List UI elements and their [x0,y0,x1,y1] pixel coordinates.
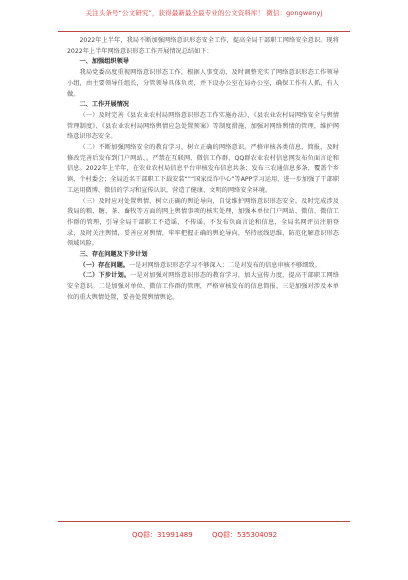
footer-divider [58,521,350,522]
section-3-paragraph-2 [67,271,339,303]
section-2-paragraph-1: （一）及时完善《县农业农村局网络意识形态工作实施办法》、《县农业农村局网络安全与舆情管理制度》、《县农业农村局网络舆情应急处置预案》等制度措施，加强对网络舆情的管理，维护网络意识形态安全。 [67,111,339,141]
section-1-heading: 一、加强组织领导 [79,58,129,66]
section-2-paragraph-2: （二）不断加强网络安全的教育学习、树立正确的网络意识。严格审核各类信息、简报，及时修改完善后发布到门户网站、。严禁在互联网、微信工作群、QQ群农业农村信息网发布负面言论和信息。2022年上半年，在农业农村局信息平台审核发布信息共条；发布三农通信息多条，覆盖个乡镇，个村委会；全局近名干部职工下载安装“”“国家反诈中心”等APP学习运用，进一步加强了干部职工运用微博、微信的学习和宣传认识，营造了健康、文明的网络安全环境。 [67,144,340,194]
problems-lead: （一）存在问题。 [79,261,129,269]
plan-lead: （二）下步计划。 [79,272,131,280]
header-divider [58,31,350,32]
qq-group-1: QQ群：31991489 [132,531,193,539]
qq-group-2: QQ群：535304092 [212,531,278,539]
section-3-paragraph-1 [67,261,339,272]
problems-text: 一是对网络意识形态学习不够深入；二是对发布的信息审核不够细致。 [129,261,321,269]
section-3-heading: 三、存在问题及下步计划 [79,251,148,259]
plan-text: 一是对加强对网络意识形态的教育学习，加大宣传力度，提高干部职工网络安全意识。二是加强对单位、微信工作群的管理，严格审核发布的信息简报。三是加强对涉及本单位的重大舆情处置，妥善处置舆情舆论。 [67,272,340,301]
promo-banner: 关注头条号“公文研究”，获得最新最全最专业的公文资料库！ 微信：gongwenyj [85,9,323,17]
section-2-heading: 二、工作开展情况 [79,101,129,109]
document-body [67,36,339,304]
section-2-paragraph-3: （三）及时应对处置舆情，树立正确的舆论导向，自觉维护网络意识形态安全。及时完成涉及我局的粮、糖、茶、畜牧等方面的网上舆情事项的核实处理，加强本单位门户网站、微信、微信工作群的管理，引导全局干部职工不造谣、不传谣，不发布负面言论和信息，全局名网评员注册登录，及时关注舆情，妥善应对舆情，牢牢把握正确的舆论导向，坚持底线思维，防范化解意识形态领域风险。 [67,197,339,248]
section-1-paragraph: 我局党委高度重视网络意识形态工作，根据人事变动，及时调整充实了网络意识形态工作领导小组，由主要领导任组长，分管领导具体负责，并下设办公室在局办公室，确保工作有人抓、有人做。 [67,69,339,98]
intro-paragraph: 2022年上半年，我局不断加强网络意识形态安全工作，提高全局干部职工网络安全意识。现将2022年上半年网络意识形态工作开展情况总结如下： [67,37,339,55]
